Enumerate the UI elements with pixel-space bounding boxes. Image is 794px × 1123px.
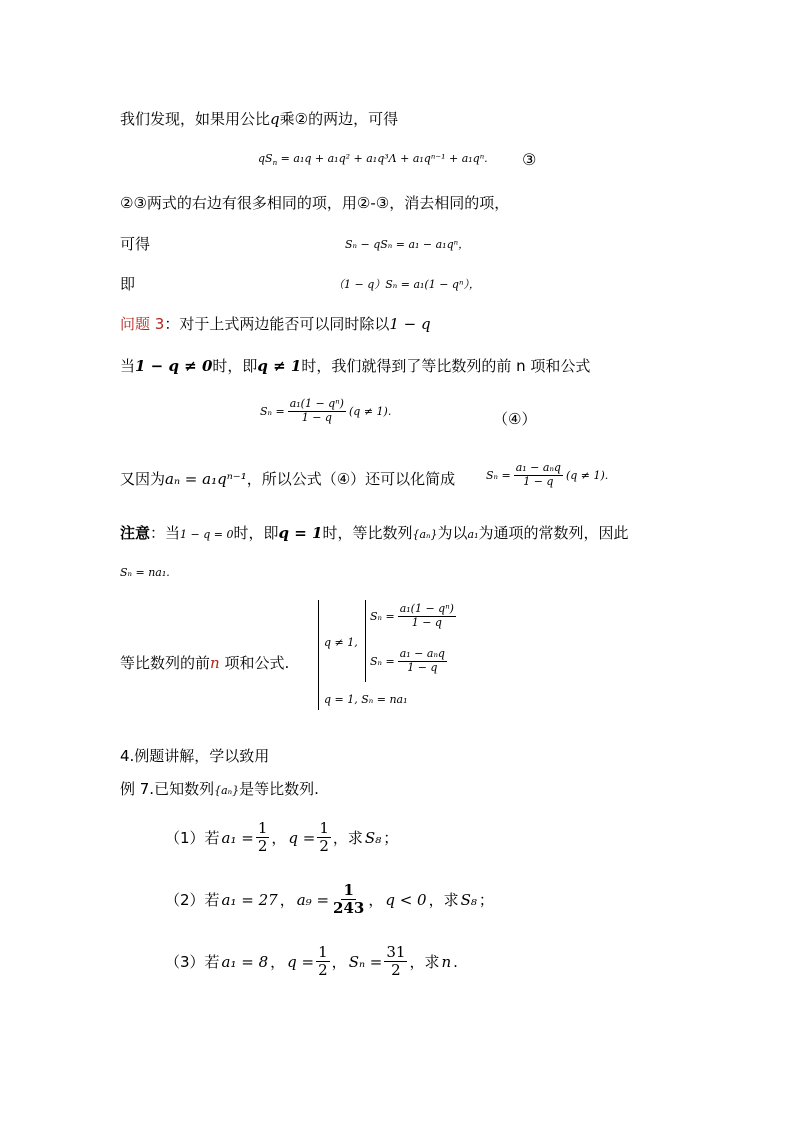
case2: q = 1, Sₙ = na₁ (324, 693, 408, 706)
question-text: ：对于上式两边能否可以同时除以 (164, 315, 390, 333)
text: 当 (120, 357, 136, 375)
text: 时，即 (233, 524, 279, 542)
formula-lhs: Sₙ = (370, 609, 395, 623)
item-index: （1）若 (165, 829, 220, 848)
text: ， (279, 891, 295, 910)
label-ji: 即 (120, 275, 136, 293)
example-7 (120, 778, 319, 799)
eq-lhs: qS (258, 152, 273, 165)
item-index: （2）若 (165, 891, 220, 910)
text: 项和公式. (219, 654, 290, 672)
case1a (370, 603, 456, 629)
formula-4 (260, 398, 391, 424)
text: 时，我们就得到了等比数列的前 n 项和公式 (301, 357, 591, 375)
text: 是等比数列. (239, 780, 319, 798)
text: 为以 (437, 524, 468, 542)
text: 乘②的两边，可得 (279, 110, 399, 128)
equation-factored: （1 − q）Sₙ = a₁(1 − qⁿ）， (333, 278, 480, 291)
question-3 (120, 313, 431, 334)
text: . (453, 952, 458, 971)
fraction (398, 648, 447, 674)
math: 1 − q ≠ 0 (135, 357, 213, 375)
numerator: a₁ − aₙq (515, 461, 561, 474)
math: q ≠ 1 (257, 357, 302, 375)
numerator: 1 (318, 943, 328, 961)
math: 1 − q (389, 315, 431, 333)
fraction (316, 944, 330, 980)
case1-condition: q ≠ 1, (324, 636, 358, 649)
fraction (331, 882, 366, 918)
formula-lhs: Sₙ = (486, 468, 511, 482)
inner-brace (365, 600, 366, 682)
denominator: 2 (318, 961, 328, 980)
text: ， (271, 829, 287, 848)
eq-rhs: = a₁q + a₁q² + a₁q³Λ + a₁qⁿ⁻¹ + a₁qⁿ. (277, 152, 488, 165)
formula-5 (486, 462, 608, 488)
math-n: n (210, 654, 220, 672)
equation-3 (258, 152, 488, 167)
math: a₁ (467, 528, 479, 541)
text: 又因为 (120, 470, 166, 488)
exercise-item-1 (165, 820, 398, 856)
numerator: a₁(1 − qⁿ) (289, 397, 344, 410)
exercise-item-3 (165, 944, 458, 980)
denominator: 1 − q (301, 410, 332, 424)
math: S₈ (460, 890, 477, 909)
math: S₈ (364, 828, 382, 847)
condition: (q ≠ 1). (565, 468, 609, 482)
numerator: 1 (319, 819, 329, 837)
label-kede: 可得 (120, 235, 151, 253)
math-q: q (270, 110, 280, 128)
math: a₉ = (296, 890, 330, 909)
condition: (q ≠ 1). (348, 404, 392, 418)
denominator: 243 (333, 899, 365, 918)
sum-formula-label (120, 652, 289, 673)
formula-lhs: Sₙ = (370, 654, 395, 668)
fraction (288, 398, 346, 424)
math: q = (287, 952, 315, 971)
text: ，所以公式（④）还可以化简成 (246, 470, 456, 488)
math: a₁ = 8 (221, 952, 269, 971)
fraction (317, 820, 331, 856)
equation-3-tag: ③ (522, 150, 537, 169)
fraction (514, 462, 563, 488)
note (120, 522, 629, 543)
text: ， (331, 953, 347, 972)
text: 为通项的常数列，因此 (478, 524, 629, 542)
item-index: （3）若 (165, 953, 220, 972)
text: ； (383, 829, 399, 848)
formula-4-tag: （④） (493, 410, 537, 428)
math: 1 − q = 0 (180, 528, 234, 541)
text: ， (368, 891, 384, 910)
text: 等比数列的前 (120, 654, 211, 672)
question-label: 问题 3 (120, 315, 165, 333)
note-line2: Sₙ = na₁. (120, 566, 170, 579)
exercise-item-2 (165, 882, 494, 918)
math: q = 1 (278, 524, 323, 542)
denominator: 2 (391, 961, 401, 980)
paragraph-condition (120, 355, 590, 376)
text: 时，即 (212, 357, 258, 375)
note-label: 注意 (120, 524, 151, 542)
paragraph-intro (120, 108, 398, 129)
math: {aₙ} (214, 784, 240, 797)
fraction (256, 820, 270, 856)
denominator: 2 (257, 837, 268, 856)
paragraph-subtract: ②③两式的右边有很多相同的项，用②-③，消去相同的项， (120, 194, 510, 212)
text: ，求 (428, 891, 459, 910)
numerator: 1 (257, 819, 268, 837)
denominator: 1 − q (411, 615, 442, 629)
math: {aₙ} (412, 528, 438, 541)
fraction (398, 603, 456, 629)
fraction (384, 944, 407, 980)
denominator: 1 − q (407, 660, 438, 674)
formula-lhs: Sₙ = (260, 404, 285, 418)
text: ，求 (409, 953, 440, 972)
numerator: a₁ − aₙq (399, 647, 445, 660)
numerator: 1 (343, 881, 354, 899)
paragraph-simplify (120, 468, 455, 489)
numerator: a₁(1 − qⁿ) (399, 602, 454, 615)
math: n (441, 952, 452, 971)
equation-difference: Sₙ − qSₙ = a₁ − a₁qⁿ， (345, 238, 470, 251)
math: q < 0 (385, 890, 427, 909)
section-4-heading: 4.例题讲解，学以致用 (120, 747, 270, 765)
text: ，求 (332, 829, 363, 848)
math: Sₙ = (348, 952, 383, 971)
math: a₁ = 27 (221, 890, 278, 909)
numerator: 31 (386, 943, 406, 961)
math: a₁ = (221, 828, 254, 847)
text: 我们发现，如果用公比 (120, 110, 271, 128)
text: ， (270, 953, 286, 972)
math: aₙ = a₁qⁿ⁻¹ (165, 470, 247, 488)
outer-brace (318, 600, 319, 710)
text: 例 7.已知数列 (120, 780, 215, 798)
denominator: 2 (319, 837, 329, 856)
denominator: 1 − q (523, 474, 554, 488)
text: 时，等比数列 (322, 524, 413, 542)
eq-lhs-sub: n (272, 158, 278, 168)
case1b (370, 648, 447, 674)
text: ：当 (150, 524, 181, 542)
math: q = (288, 828, 316, 847)
text: ； (478, 891, 494, 910)
